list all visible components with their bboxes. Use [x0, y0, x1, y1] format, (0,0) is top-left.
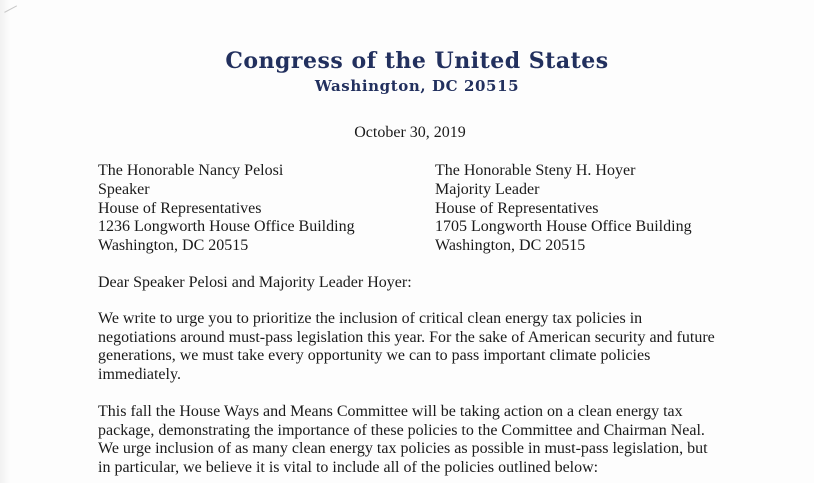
- recipient-body: House of Representatives: [435, 199, 599, 217]
- paragraph-line: package, demonstrating the importance of these policies to the Committee and Chairman Neal.: [98, 421, 705, 439]
- paragraph-line: in particular, we believe it is vital to include all of the policies outlined below:: [98, 458, 599, 476]
- recipient-street: 1705 Longworth House Office Building: [435, 218, 692, 236]
- recipient-title: Speaker: [98, 180, 150, 198]
- letter-date: October 30, 2019: [354, 124, 466, 141]
- letterhead-city: Washington, DC 20515: [314, 77, 520, 95]
- paragraph-line: immediately.: [98, 365, 181, 383]
- body-paragraph-1: [98, 310, 715, 384]
- recipient-address-right: [435, 162, 692, 256]
- recipient-address-left: [98, 162, 355, 256]
- recipient-name: The Honorable Steny H. Hoyer: [435, 162, 636, 179]
- recipient-city: Washington, DC 20515: [98, 237, 249, 255]
- paragraph-line: We write to urge you to prioritize the inclusion of critical clean energy tax policies in: [98, 310, 643, 327]
- paragraph-line: We urge inclusion of as many clean energy tax policies as possible in must-pass legislation, but: [98, 440, 708, 458]
- recipient-body: House of Representatives: [98, 199, 262, 217]
- salutation: Dear Speaker Pelosi and Majority Leader Hoyer:: [98, 274, 412, 291]
- recipient-name: The Honorable Nancy Pelosi: [98, 162, 284, 179]
- paragraph-line: This fall the House Ways and Means Committee will be taking action on a clean energy tax: [98, 403, 683, 420]
- paragraph-line: generations, we must take every opportunity we can to pass important climate policies: [98, 347, 651, 365]
- recipient-city: Washington, DC 20515: [435, 237, 586, 255]
- recipient-street: 1236 Longworth House Office Building: [98, 218, 355, 236]
- letterhead: [0, 46, 814, 96]
- body-paragraph-2: [98, 403, 708, 477]
- letterhead-org: Congress of the United States: [225, 48, 609, 74]
- recipient-title: Majority Leader: [435, 180, 540, 198]
- paragraph-line: negotiations around must-pass legislation this year. For the sake of American security and future: [98, 328, 715, 346]
